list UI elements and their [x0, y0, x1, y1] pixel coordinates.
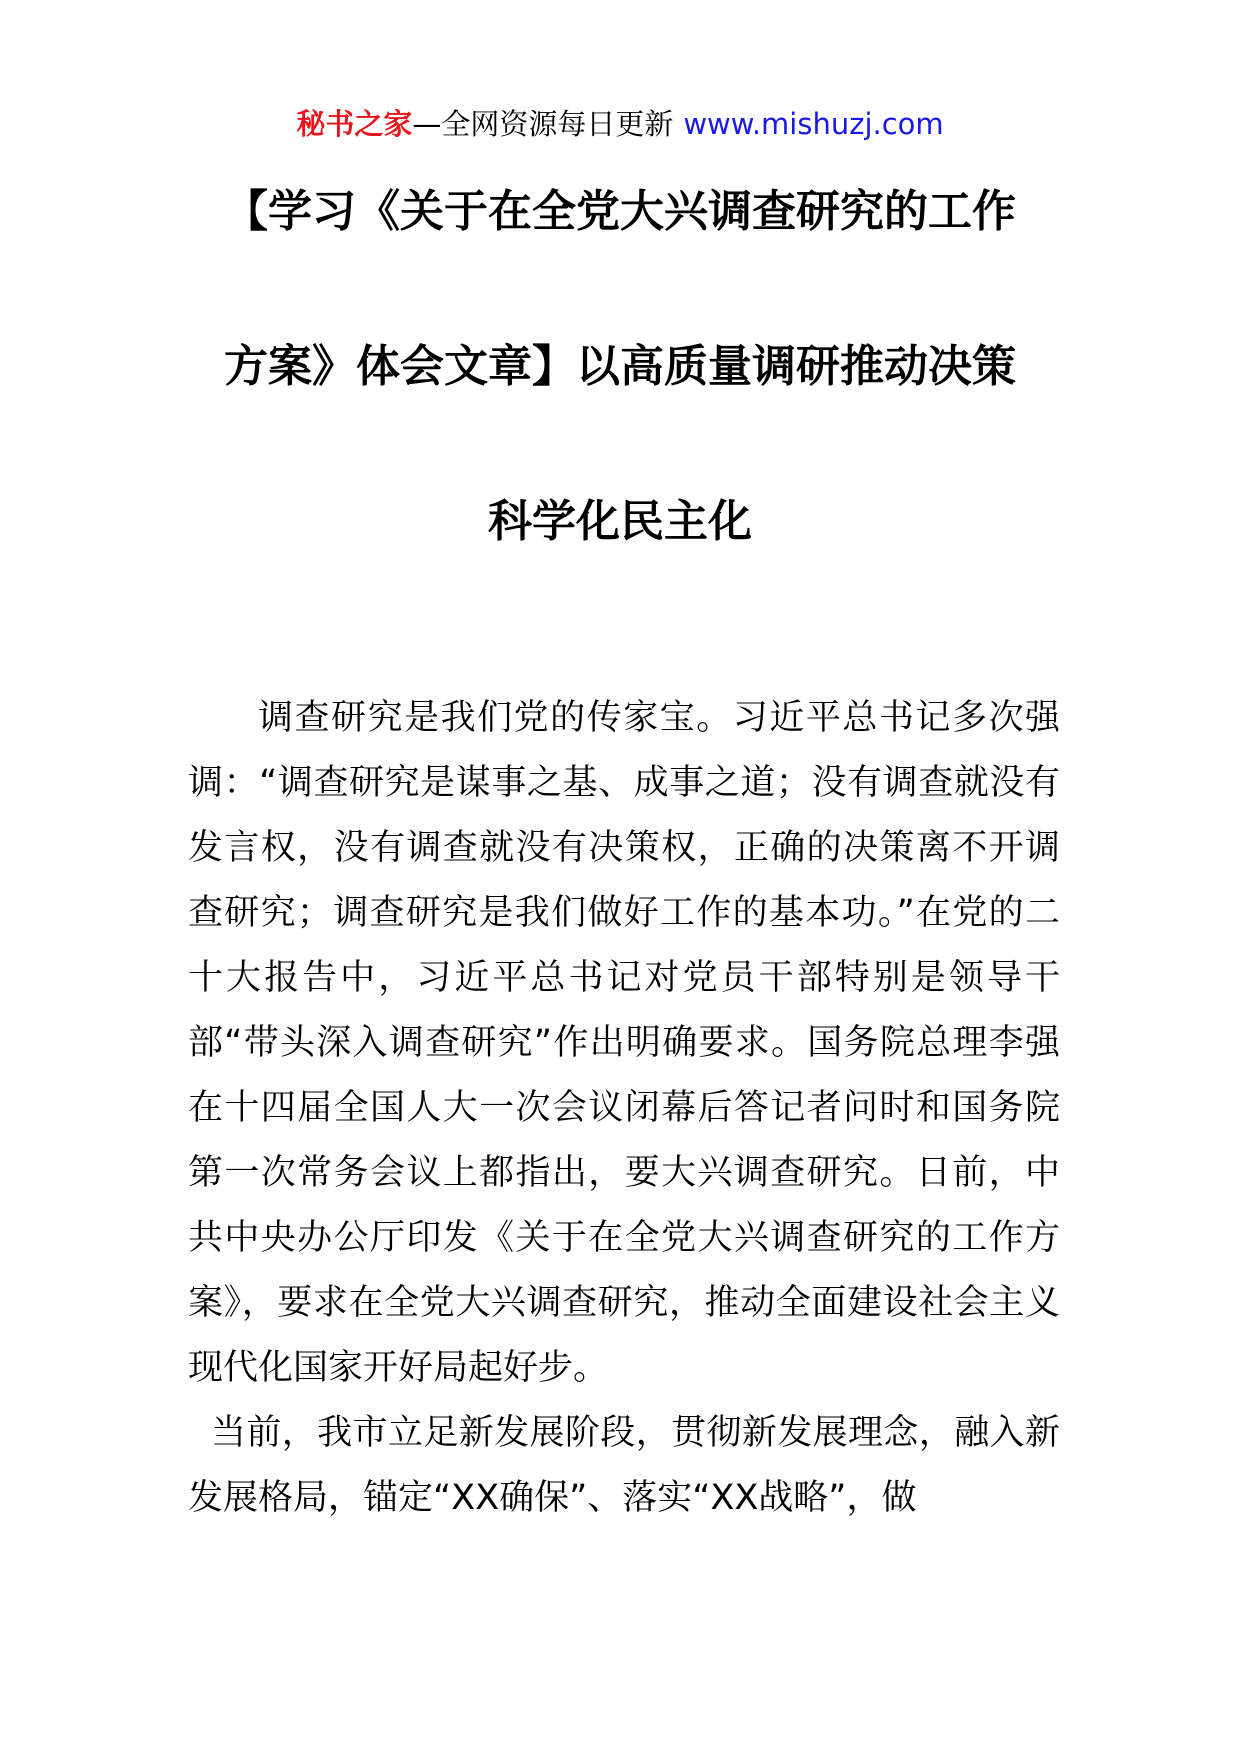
- title-line-1: 【学习《关于在全党大兴调查研究的工作: [224, 186, 1016, 237]
- site-tagline: —全网资源每日更新: [412, 107, 674, 141]
- title-line-3: 科学化民主化: [488, 496, 752, 547]
- site-brand: 秘书之家: [296, 107, 413, 141]
- body-paragraph-1: 调查研究是我们党的传家宝。习近平总书记多次强调：“调查研究是谋事之基、成事之道；没有调查就没有发言权，没有调查就没有决策权，正确的决策离不开调查研究；调查研究是我们做好工作的基本功。”在党的二十大报告中，习近平总书记对党员干部特别是领导干部“带头深入调查研究”作出明确要求。国务院总理李强在十四届全国人大一次会议闭幕后答记者问时和国务院第一次常务会议上都指出，要大兴调查研究。日前，中共中央办公厅印发《关于在全党大兴调查研究的工作方案》，要求在全党大兴调查研究，推动全面建设社会主义现代化国家开好局起好步。: [188, 698, 1060, 1388]
- body-paragraph-2: 当前，我市立足新发展阶段，贯彻新发展理念，融入新发展格局，锚定“XX确保”、落实“XX战略”，做: [188, 1413, 1060, 1518]
- document-title: [150, 134, 1090, 599]
- title-line-2: 方案》体会文章】以高质量调研推动决策: [224, 341, 1016, 392]
- site-url[interactable]: www.mishuzj.com: [683, 107, 944, 141]
- document-body: [188, 686, 1060, 1531]
